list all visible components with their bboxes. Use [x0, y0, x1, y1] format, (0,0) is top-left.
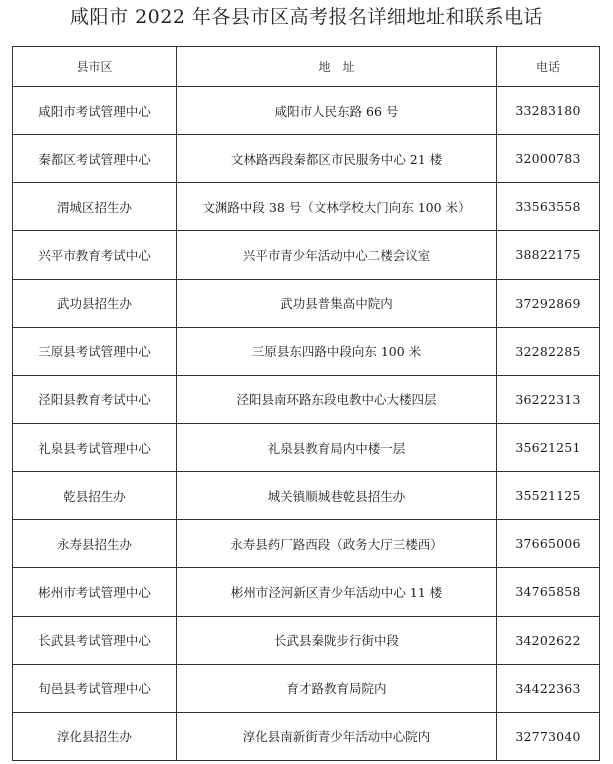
table-row	[13, 664, 600, 712]
cell-district: 三原县考试管理中心	[13, 327, 177, 375]
column-header-address: 地 址	[177, 47, 497, 87]
table-row	[13, 375, 600, 423]
cell-phone: 35621251	[497, 423, 600, 471]
cell-address: 礼泉县教育局内中楼一层	[177, 423, 497, 471]
cell-district: 永寿县招生办	[13, 520, 177, 568]
cell-address: 永寿县药厂路西段（政务大厅三楼西）	[177, 520, 497, 568]
cell-address: 育才路教育局院内	[177, 664, 497, 712]
cell-district: 秦都区考试管理中心	[13, 135, 177, 183]
cell-phone: 37665006	[497, 520, 600, 568]
cell-phone: 34422363	[497, 664, 600, 712]
cell-district: 彬州市考试管理中心	[13, 568, 177, 616]
table-row	[13, 327, 600, 375]
cell-address: 文渊路中段 38 号（文林学校大门向东 100 米）	[177, 183, 497, 231]
cell-address: 三原县东四路中段向东 100 米	[177, 327, 497, 375]
cell-district: 旬邑县考试管理中心	[13, 664, 177, 712]
cell-district: 渭城区招生办	[13, 183, 177, 231]
cell-district: 泾阳县教育考试中心	[13, 375, 177, 423]
cell-phone: 38822175	[497, 231, 600, 279]
cell-district: 咸阳市考试管理中心	[13, 87, 177, 135]
cell-phone: 33563558	[497, 183, 600, 231]
cell-address: 淳化县南新街青少年活动中心院内	[177, 712, 497, 760]
cell-address: 武功县普集高中院内	[177, 279, 497, 327]
cell-district: 礼泉县考试管理中心	[13, 423, 177, 471]
cell-phone: 34202622	[497, 616, 600, 664]
cell-phone: 32282285	[497, 327, 600, 375]
table-row	[13, 279, 600, 327]
cell-address: 长武县秦陇步行街中段	[177, 616, 497, 664]
cell-address: 兴平市青少年活动中心二楼会议室	[177, 231, 497, 279]
table-row	[13, 183, 600, 231]
table-row	[13, 231, 600, 279]
cell-district: 兴平市教育考试中心	[13, 231, 177, 279]
contact-table	[12, 46, 600, 761]
cell-phone: 37292869	[497, 279, 600, 327]
table-row	[13, 568, 600, 616]
cell-district: 淳化县招生办	[13, 712, 177, 760]
table-row	[13, 472, 600, 520]
cell-phone: 36222313	[497, 375, 600, 423]
cell-address: 咸阳市人民东路 66 号	[177, 87, 497, 135]
table-row	[13, 616, 600, 664]
table-row	[13, 135, 600, 183]
cell-phone: 33283180	[497, 87, 600, 135]
table-row	[13, 87, 600, 135]
table-header-row	[13, 47, 600, 87]
column-header-district: 县市区	[13, 47, 177, 87]
table-row	[13, 712, 600, 760]
table-row	[13, 520, 600, 568]
cell-phone: 32000783	[497, 135, 600, 183]
table-row	[13, 423, 600, 471]
cell-phone: 35521125	[497, 472, 600, 520]
column-header-phone: 电话	[497, 47, 600, 87]
cell-address: 彬州市泾河新区青少年活动中心 11 楼	[177, 568, 497, 616]
cell-address: 文林路西段秦都区市民服务中心 21 楼	[177, 135, 497, 183]
cell-district: 长武县考试管理中心	[13, 616, 177, 664]
table-body	[13, 87, 600, 761]
cell-district: 武功县招生办	[13, 279, 177, 327]
cell-district: 乾县招生办	[13, 472, 177, 520]
cell-address: 城关镇顺城巷乾县招生办	[177, 472, 497, 520]
page-title: 咸阳市 2022 年各县市区高考报名详细地址和联系电话	[70, 6, 543, 28]
cell-phone: 32773040	[497, 712, 600, 760]
cell-phone: 34765858	[497, 568, 600, 616]
cell-address: 泾阳县南环路东段电教中心大楼四层	[177, 375, 497, 423]
